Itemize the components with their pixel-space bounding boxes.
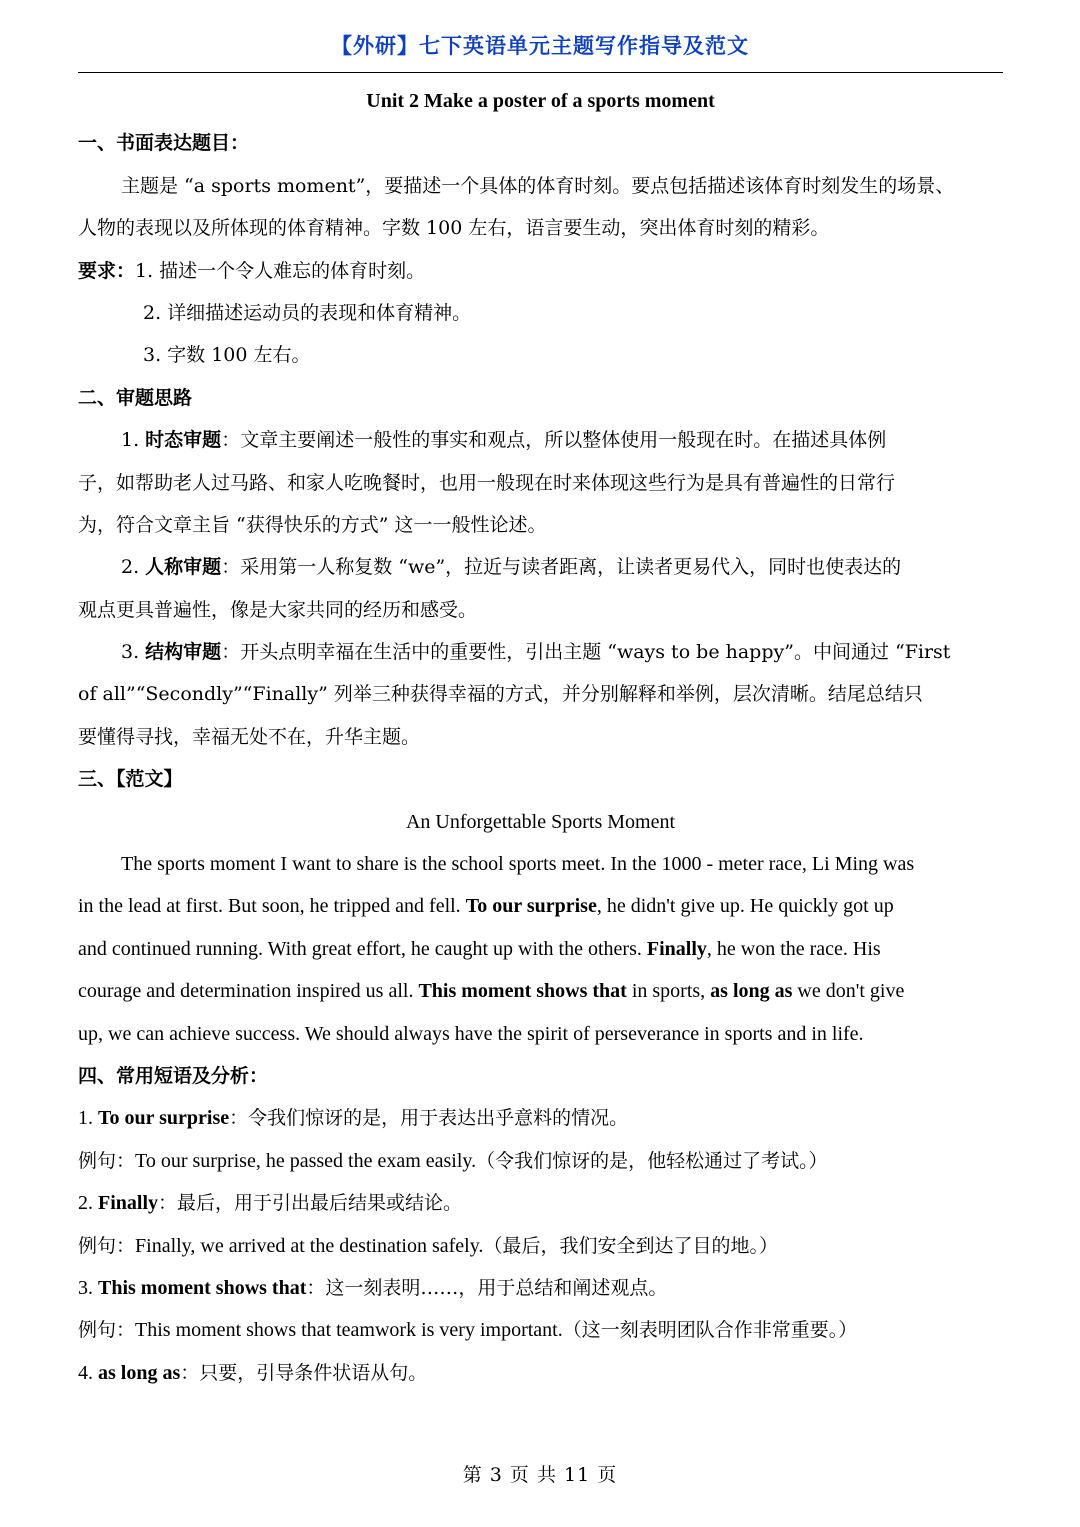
phrase-term: Finally <box>98 1192 159 1215</box>
structure-analysis-line: 3. 结构审题：开头点明幸福在生活中的重要性，引出主题 “ways to be happy”。中间通过 “First <box>121 641 951 664</box>
tense-analysis-label: 时态审题 <box>145 429 222 452</box>
page-header-title: 【外研】七下英语单元主题写作指导及范文 <box>331 34 749 58</box>
section1-paragraph-line: 主题是 “a sports moment”，要描述一个具体的体育时刻。要点包括描述该体育时刻发生的场景、 <box>121 174 955 197</box>
structure-analysis-line: of all”“Secondly”“Finally” 列举三种获得幸福的方式，并分别解释和举例，层次清晰。结尾总结只 <box>78 683 923 706</box>
phrase-term: To our surprise <box>98 1107 230 1130</box>
tense-analysis-line: 为，符合文章主旨 “获得快乐的方式” 这一一般性论述。 <box>78 513 547 536</box>
phrase-term: This moment shows that <box>98 1276 307 1299</box>
essay-line: The sports moment I want to share is the school sports meet. In the 1000 - meter race, Li Ming was <box>121 853 915 876</box>
key-phrase: This moment shows that <box>418 980 627 1003</box>
header-divider <box>78 72 1003 73</box>
phrase-example: 例句：This moment shows that teamwork is very important.（这一刻表明团队合作非常重要。） <box>78 1319 858 1342</box>
phrase-item: 3. This moment shows that：这一刻表明……，用于总结和阐述观点。 <box>78 1276 668 1299</box>
requirements-label: 要求： <box>78 259 136 282</box>
key-phrase: as long as <box>710 980 793 1003</box>
section3-heading: 三、【范文】 <box>78 768 183 791</box>
structure-analysis-label: 结构审题 <box>145 641 222 664</box>
requirement-1: 要求：1. 描述一个令人难忘的体育时刻。 <box>78 259 426 282</box>
phrase-item: 4. as long as：只要，引导条件状语从句。 <box>78 1361 428 1384</box>
section1-heading: 一、书面表达题目： <box>78 132 250 155</box>
section4-heading: 四、常用短语及分析： <box>78 1064 269 1087</box>
essay-line: courage and determination inspired us all. This moment shows that in sports, as long as we don't give <box>78 980 905 1003</box>
requirement-3: 3. 字数 100 左右。 <box>143 344 311 367</box>
key-phrase: To our surprise <box>465 895 597 918</box>
section2-heading: 二、审题思路 <box>78 386 193 409</box>
tense-analysis-line: 1. 时态审题：文章主要阐述一般性的事实和观点，所以整体使用一般现在时。在描述具体例 <box>121 429 887 452</box>
tense-analysis-line: 子，如帮助老人过马路、和家人吃晚餐时，也用一般现在时来体现这些行为是具有普遍性的日常行 <box>78 471 896 494</box>
phrase-term: as long as <box>98 1361 181 1384</box>
document-body <box>78 80 1003 1394</box>
structure-analysis-line: 要懂得寻找，幸福无处不在，升华主题。 <box>78 725 421 748</box>
essay-title: An Unforgettable Sports Moment <box>405 810 676 833</box>
person-analysis-label: 人称审题 <box>145 556 222 579</box>
section1-paragraph-line: 人物的表现以及所体现的体育精神。字数 100 左右，语言要生动，突出体育时刻的精彩。 <box>78 217 830 240</box>
person-analysis-line: 观点更具普遍性，像是大家共同的经历和感受。 <box>78 598 478 621</box>
requirement-2: 2. 详细描述运动员的表现和体育精神。 <box>143 301 472 324</box>
essay-line: in the lead at first. But soon, he tripped and fell. To our surprise, he didn't give up. He quickly got up <box>78 895 894 918</box>
phrase-item: 1. To our surprise：令我们惊讶的是，用于表达出乎意料的情况。 <box>78 1107 629 1130</box>
key-phrase: Finally <box>646 937 707 960</box>
essay-line: up, we can achieve success. We should always have the spirit of perseverance in sports and in life. <box>78 1022 864 1045</box>
essay-line: and continued running. With great effort, he caught up with the others. Finally, he won the race. His <box>78 937 881 960</box>
person-analysis-line: 2. 人称审题：采用第一人称复数 “we”，拉近与读者距离，让读者更易代入，同时也使表达的 <box>121 556 902 579</box>
unit-title: Unit 2 Make a poster of a sports moment <box>366 90 715 112</box>
phrase-item: 2. Finally：最后，用于引出最后结果或结论。 <box>78 1192 463 1215</box>
phrase-example: 例句：To our surprise, he passed the exam easily.（令我们惊讶的是，他轻松通过了考试。） <box>78 1149 828 1172</box>
phrase-example: 例句：Finally, we arrived at the destination safely.（最后，我们安全到达了目的地。） <box>78 1234 778 1257</box>
page-number: 第 3 页 共 11 页 <box>462 1464 618 1486</box>
